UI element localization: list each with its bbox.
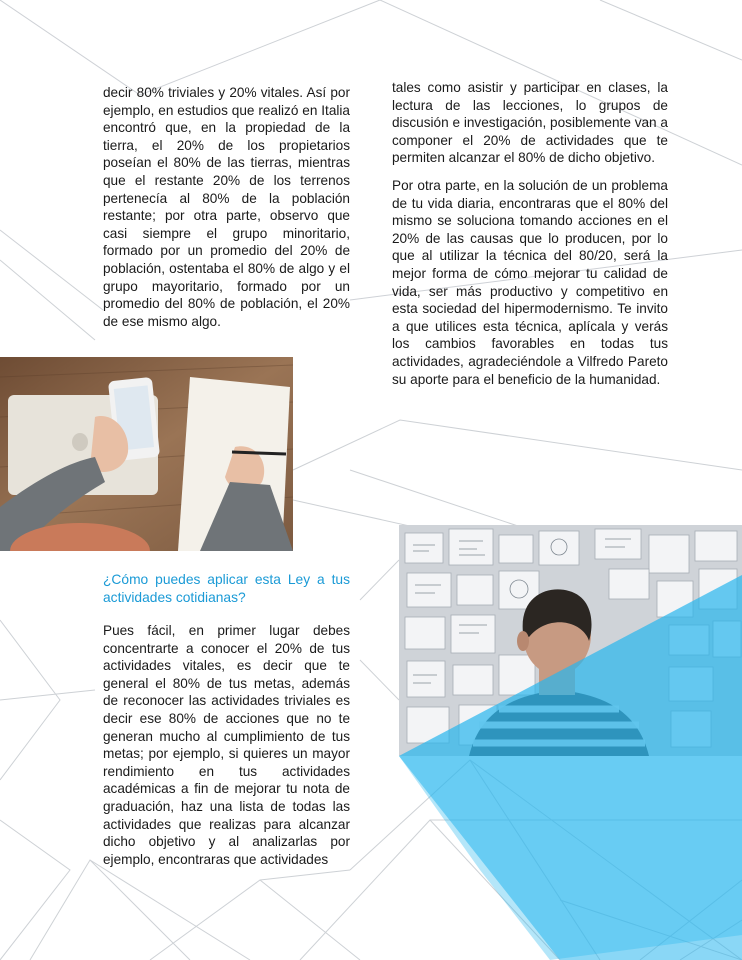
left-column-top-text [103,84,350,330]
right-column-text [392,79,668,388]
right-column-paragraph-2: Por otra parte, en la solución de un problema de tu vida diaria, encontraras que el 80% del mismo se soluciona tomando acciones en el 20% de las causas que lo producen, por lo que al utilizar la técnica del 80/20, será la mejor forma de cómo mejorar tu calidad de vida, ser más productivo y competitivo en esta sociedad del hipermodernismo. Te invito a que utilices esta técnica, aplícala y verás los cambios favorables en todas tus actividades, agradeciéndole a Vilfredo Pareto su aporte para el beneficio de la humanidad. [392,177,668,387]
section-heading: ¿Cómo puedes aplicar esta Ley a tus actividades cotidianas? [103,572,350,605]
right-column-paragraph-1: tales como asistir y participar en clases, la lectura de las lecciones, lo grupos de discusión e investigación, posiblemente van a componer el 20% de actividades que te permiten alcanzar el 80% de dicho objetivo. [392,80,668,166]
left-column-bottom-paragraph: Pues fácil, en primer lugar debes concentrarte a conocer el 20% de tus actividades vitales, es decir que te general el 80% de tus metas, además de reconocer las actividades triviales es decir ese 80% de acciones que no te generan mucho al cumplimiento de tus metas; por ejemplo, si quieres un mayor rendimiento en tus actividades académicas a fin de mejorar tu nota de graduación, haz una lista de todas las actividades que realizas para alcanzar dicho objetivo y al analizarlas por ejemplo, encontraras que actividades [103,623,350,867]
desk-phone-notebook-photo [0,357,293,551]
man-looking-at-wall-photo [399,525,742,756]
left-column-top-paragraph: decir 80% triviales y 20% vitales. Así por ejemplo, en estudios que realizó en Italia encontró que, en la propiedad de la tierra, el 20% de los propietarios poseían el 80% de las tierras, mientras que el restante 20% de los terrenos pertenecía al 80% de la población restante; por otra parte, observo que casi siempre el grupo minoritario, formado por un promedio del 20% de población, ostentaba el 80% de algo y el grupo mayoritario, formado por un promedio del 80% de población, el 20% de ese mismo algo. [103,85,350,329]
left-column-bottom-text [103,622,350,868]
